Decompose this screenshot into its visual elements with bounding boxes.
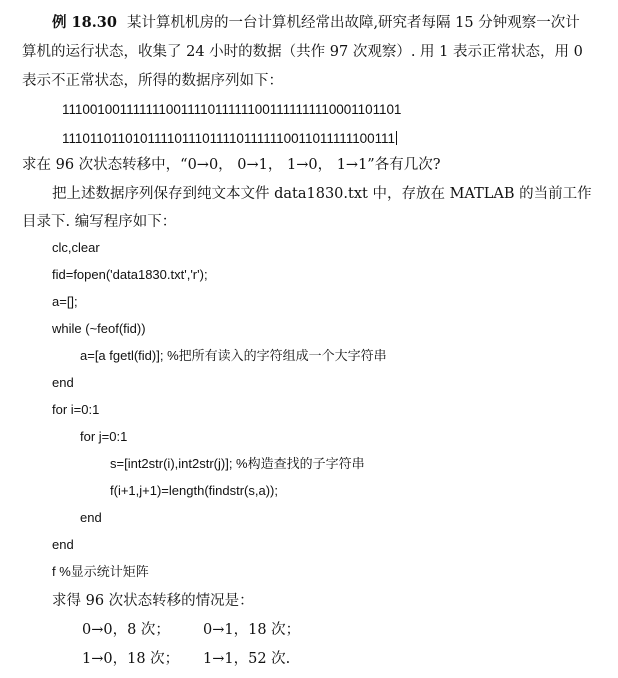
code-line: for i=0:1 bbox=[52, 402, 100, 417]
text-cursor bbox=[396, 131, 397, 145]
intro-line-2: 算机的运行状态，收集了 24 小时的数据（共作 97 次观察）. 用 1 表示正常状态，用 0 bbox=[22, 44, 583, 60]
example-heading bbox=[52, 13, 580, 33]
code-line: while (~feof(fid)) bbox=[52, 321, 146, 336]
code-line: s=[int2str(i),int2str(j)]; %构造查找的子字符串 bbox=[110, 456, 365, 471]
result-0-1: 0→1，18 次； bbox=[203, 622, 301, 638]
code-line: fid=fopen('data1830.txt','r'); bbox=[52, 267, 208, 282]
result-1-0: 1→0，18 次； bbox=[82, 651, 180, 667]
result-0-0: 0→0，8 次； bbox=[82, 622, 170, 638]
data-sequence-line-2 bbox=[62, 129, 397, 149]
code-line: end bbox=[80, 510, 102, 525]
code-line: a=[]; bbox=[52, 294, 78, 309]
question-text: 求在 96 次状态转移中，“0→0， 0→1， 1→0， 1→1”各有几次? bbox=[22, 157, 441, 173]
data-sequence-line-2-text: 111011011010111101110111101111110011011111100111 bbox=[62, 131, 395, 146]
example-label: 例 18.30 bbox=[52, 14, 117, 31]
result-intro: 求得 96 次状态转移的情况是： bbox=[52, 593, 254, 609]
data-sequence-line-1: 1110010011111110011110111111001111111110001101101 bbox=[62, 102, 402, 117]
save-instruction-line-1: 把上述数据序列保存到纯文本文件 data1830.txt 中，存放在 MATLAB 的当前工作 bbox=[52, 186, 592, 202]
intro-line-3: 表示不正常状态，所得的数据序列如下： bbox=[22, 73, 283, 89]
code-line: a=[a fgetl(fid)]; %把所有读入的字符组成一个大字符串 bbox=[80, 348, 387, 363]
code-line: end bbox=[52, 537, 74, 552]
code-line: for j=0:1 bbox=[80, 429, 128, 444]
code-line: f %显示统计矩阵 bbox=[52, 564, 149, 579]
result-1-1: 1→1，52 次. bbox=[203, 651, 291, 667]
code-line: clc,clear bbox=[52, 240, 100, 255]
code-line: end bbox=[52, 375, 74, 390]
intro-line-1: 某计算机机房的一台计算机经常出故障,研究者每隔 15 分钟观察一次计 bbox=[126, 15, 580, 31]
save-instruction-line-2: 目录下. 编写程序如下： bbox=[22, 214, 177, 230]
code-line: f(i+1,j+1)=length(findstr(s,a)); bbox=[110, 483, 278, 498]
